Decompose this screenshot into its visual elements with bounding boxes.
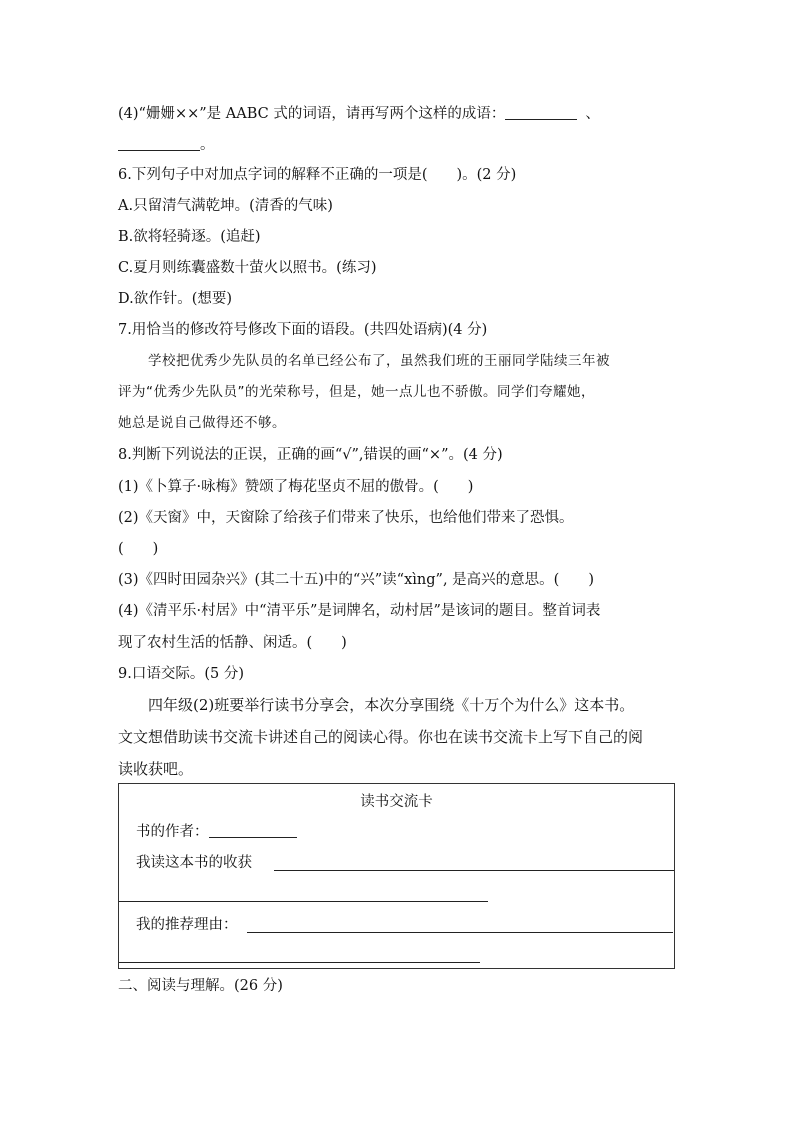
q5-item4-cont (118, 135, 215, 155)
q8-item-4-cont: 现了农村生活的恬静、闲适。( ) (118, 635, 347, 651)
q6-option-d: D.欲作针。(想要) (118, 291, 233, 307)
q8-item-1: (1)《卜算子·咏梅》赞颂了梅花坚贞不屈的傲骨。( ) (118, 479, 474, 495)
q9-intro-line-2: 文文想借助读书交流卡讲述自己的阅读心得。你也在读书交流卡上写下自己的阅 (118, 728, 644, 746)
q9-intro-line-1: 四年级(2)班要举行读书分享会，本次分享围绕《十万个为什么》这本书。 (148, 696, 635, 714)
harvest-blank-2[interactable] (119, 901, 488, 902)
q8-item-2: (2)《天窗》中，天窗除了给孩子们带来了快乐，也给他们带来了恐惧。 (118, 510, 574, 526)
answer-blank[interactable] (118, 150, 200, 151)
reason-blank-1[interactable] (247, 932, 673, 933)
q8-item-2-bracket[interactable]: ( ) (118, 541, 159, 557)
harvest-label: 我读这本书的收获 (136, 855, 252, 871)
q7-passage-line-2: 评为“优秀少先队员”的光荣称号，但是，她一点儿也不骄傲。同学们夸耀她， (118, 384, 595, 400)
reading-card (118, 783, 675, 969)
reason-label: 我的推荐理由： (136, 917, 238, 933)
q9-stem: 9.口语交际。(5 分) (118, 666, 244, 682)
section-2-heading: 二、阅读与理解。(26 分) (118, 978, 283, 994)
q5-item4-end: 。 (200, 137, 215, 153)
q7-passage-line-1: 学校把优秀少先队员的名单已经公布了，虽然我们班的王丽同学陆续三年被 (148, 353, 610, 369)
q6-stem: 6.下列句子中对加点字词的解释不正确的一项是( )。(2 分) (118, 167, 517, 183)
q7-stem: 7.用恰当的修改符号修改下面的语段。(共四处语病)(4 分) (118, 322, 488, 338)
answer-blank[interactable] (505, 119, 577, 120)
q8-stem: 8.判断下列说法的正误，正确的画“√”,错误的画“×”。(4 分) (118, 447, 503, 463)
q5-item4-text: (4)“姗姗××”是 AABC 式的词语，请再写两个这样的成语： (118, 106, 506, 122)
q8-item-4: (4)《清平乐·村居》中“清平乐”是词牌名，动村居”是该词的题目。整首词表 (118, 603, 601, 619)
reading-card-title: 读书交流卡 (360, 794, 433, 810)
author-label: 书的作者： (136, 824, 209, 840)
q5-item4-separator: 、 (585, 106, 600, 122)
author-blank[interactable] (209, 837, 297, 838)
q6-option-b: B.欲将轻骑逐。(追赶) (118, 229, 261, 245)
q9-intro-line-3: 读收获吧。 (118, 760, 194, 778)
harvest-row (136, 853, 252, 873)
q5-item4 (118, 104, 600, 124)
q7-passage-line-3: 她总是说自己做得还不够。 (118, 415, 286, 431)
harvest-blank-1[interactable] (274, 870, 674, 871)
reason-blank-2[interactable] (119, 962, 480, 963)
reason-row (136, 915, 238, 935)
q6-option-a: A.只留清气满乾坤。(清香的气味) (118, 198, 333, 214)
author-row (136, 822, 297, 842)
q6-option-c: C.夏月则练囊盛数十萤火以照书。(练习) (118, 260, 377, 276)
q8-item-3: (3)《四时田园杂兴》(其二十五)中的“兴”读“xìng”, 是高兴的意思。( ) (118, 572, 594, 588)
